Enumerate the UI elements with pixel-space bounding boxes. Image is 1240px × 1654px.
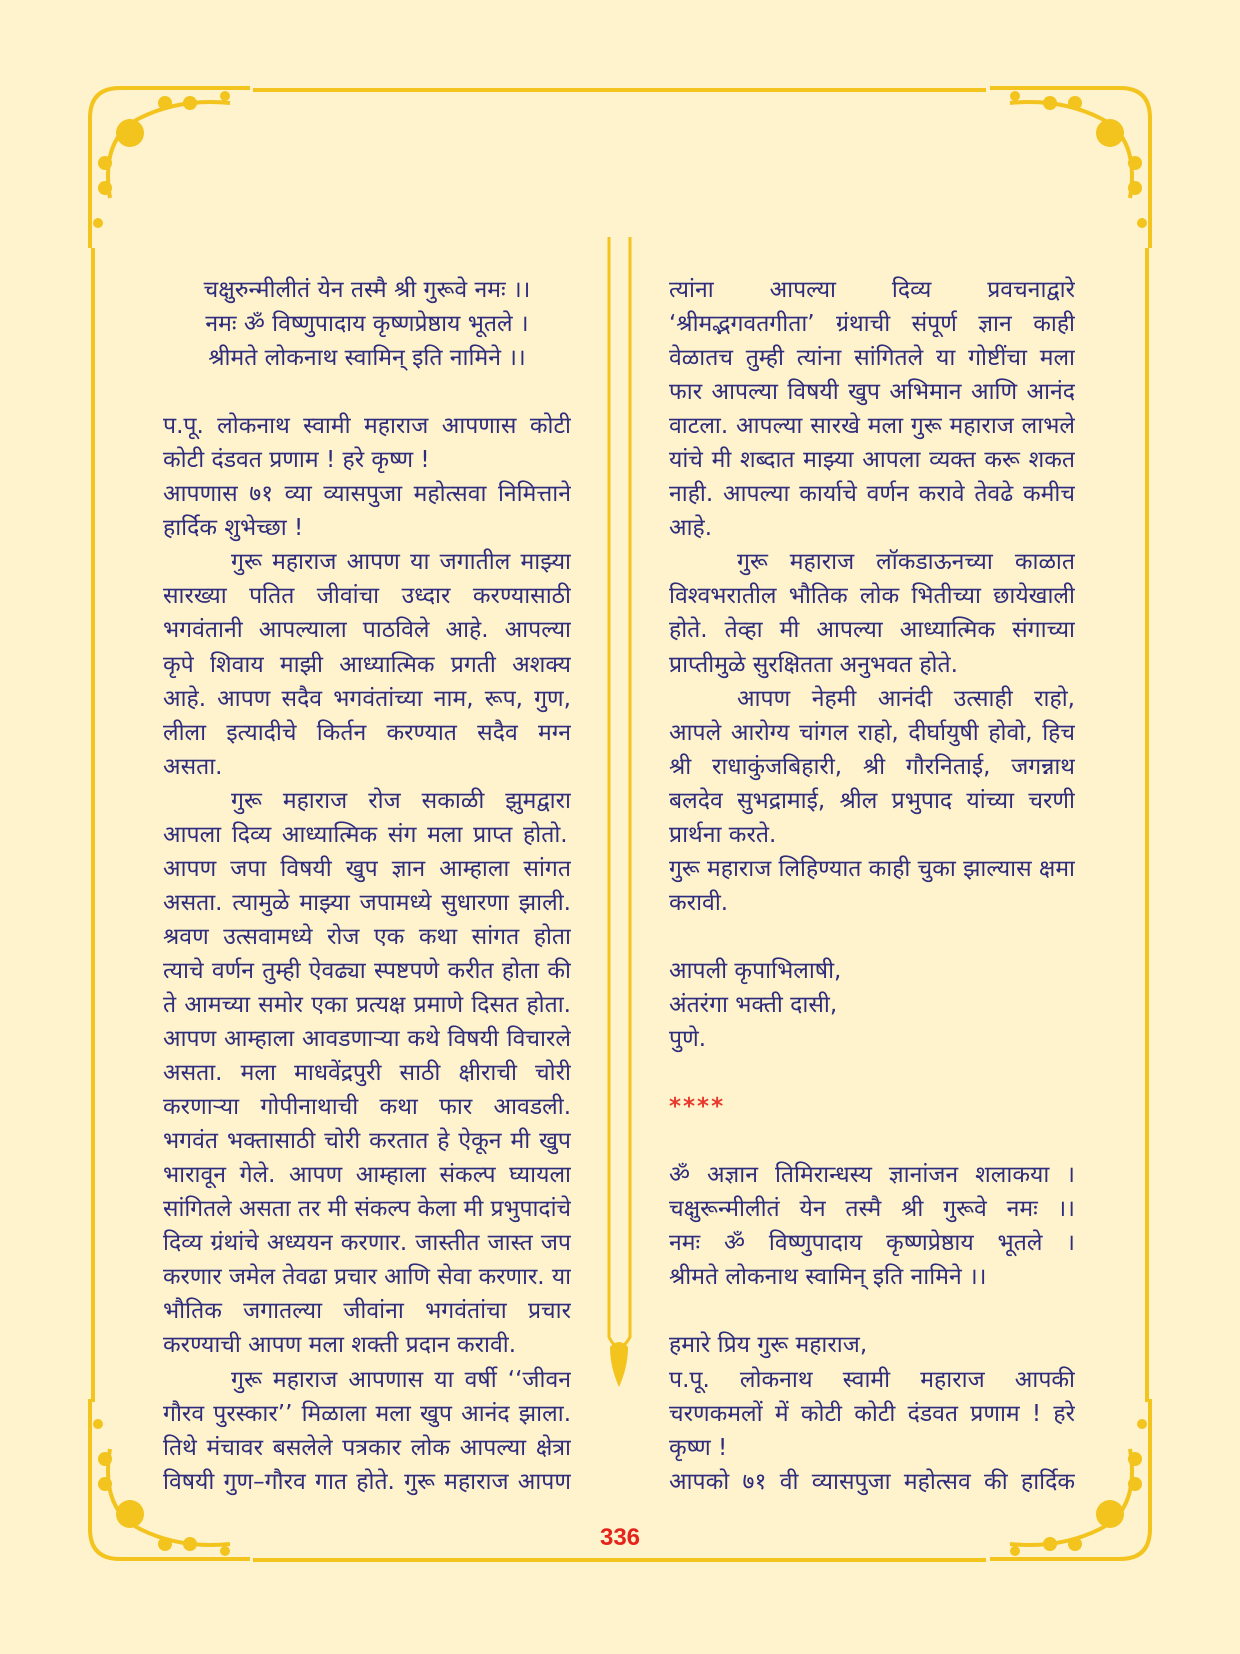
text-line bbox=[669, 477, 1075, 511]
text-line-content: असता. मला माधवेंद्रपुरी साठी क्षीराची चोरी bbox=[163, 1060, 571, 1087]
text-line-content: भौतिक जगातल्या जीवांना भगवंतांचा प्रचार bbox=[163, 1298, 571, 1325]
text-line bbox=[163, 1363, 571, 1397]
text-line-content: गौरव पुरस्कार’’ मिळाला मला खुप आनंद झाला. bbox=[163, 1400, 571, 1427]
text-line bbox=[163, 545, 571, 579]
text-line bbox=[669, 545, 1075, 579]
spacer bbox=[669, 1294, 1075, 1328]
text-line bbox=[163, 818, 571, 852]
border-top bbox=[253, 88, 986, 92]
text-line-content: श्रीमते लोकनाथ स्वामिन् इति नामिने ।। bbox=[208, 345, 526, 372]
text-line-content: लीला इत्यादीचे किर्तन करण्यात सदैव मग्न bbox=[163, 719, 571, 746]
text-line bbox=[669, 511, 1075, 545]
text-line bbox=[669, 988, 1075, 1022]
text-line bbox=[669, 716, 1075, 750]
text-line-content: त्यांना आपल्या दिव्य प्रवचनाद्वारे bbox=[669, 277, 1075, 303]
text-line-content: आपण आम्हाला आवडणाऱ्या कथे विषयी विचारले bbox=[163, 1026, 571, 1053]
text-line-content: प.पू. लोकनाथ स्वामी महाराज आपणास कोटी bbox=[163, 413, 571, 440]
text-line-content: ‘श्रीमद्भगवतगीता’ ग्रंथाची संपूर्ण ज्ञान काही bbox=[669, 311, 1075, 338]
text-line bbox=[163, 511, 571, 545]
text-line-content: पुणे. bbox=[669, 1026, 707, 1053]
text-line-content: हार्दिक शुभेच्छा ! bbox=[163, 515, 304, 542]
text-line-content: आहे. bbox=[669, 515, 713, 542]
text-line bbox=[163, 716, 571, 750]
text-line-content: होते. तेव्हा मी आपल्या आध्यात्मिक संगाच्या bbox=[669, 617, 1075, 644]
text-line bbox=[669, 613, 1075, 647]
text-line-content: कोटी दंडवत प्रणाम ! हरे कृष्ण ! bbox=[163, 447, 430, 474]
text-line-content: विश्वभरातील भौतिक लोक भितीच्या छायेखाली bbox=[669, 583, 1075, 610]
text-line-content: असता. bbox=[163, 753, 223, 780]
text-line-content: कृपे शिवाय माझी आध्यात्मिक प्रगती अशक्य bbox=[163, 651, 571, 678]
text-line-content: असता. त्यामुळे माझ्या जपामध्ये सुधारणा झाली. bbox=[163, 889, 571, 916]
text-line-content: गुरू महाराज रोज सकाळी झुमद्वारा bbox=[231, 787, 571, 814]
paragraph bbox=[163, 1363, 571, 1499]
text-line-content: वेळातच तुम्ही त्यांना सांगितले या गोष्टींचा मला bbox=[669, 345, 1075, 372]
paragraph bbox=[669, 682, 1075, 852]
text-line bbox=[163, 1090, 571, 1124]
text-line-content: प.पू. लोकनाथ स्वामी महाराज आपकी bbox=[669, 1366, 1075, 1393]
text-line-content: गुरू महाराज लिहिण्यात काही चुका झाल्यास क्षमा bbox=[669, 855, 1075, 882]
paragraph bbox=[669, 545, 1075, 681]
text-line bbox=[163, 341, 571, 375]
paragraph bbox=[669, 954, 1075, 1056]
text-line-content: करण्याची आपण मला शक्ती प्रदान करावी. bbox=[163, 1332, 517, 1359]
text-line-content: बलदेव सुभद्रामाई, श्रील प्रभुपाद यांच्या चरणी bbox=[669, 787, 1075, 814]
corner-ornament-top-right bbox=[985, 78, 1160, 253]
text-line bbox=[163, 1226, 571, 1260]
text-line bbox=[669, 886, 1075, 920]
paragraph bbox=[163, 784, 571, 1363]
text-line bbox=[669, 784, 1075, 818]
text-line-content: हमारे प्रिय गुरू महाराज, bbox=[669, 1332, 868, 1359]
text-line-content: सारख्या पतित जीवांचा उध्दार करण्यासाठी bbox=[163, 583, 571, 610]
text-line bbox=[669, 852, 1075, 886]
text-line-content: भगवंत भक्तासाठी चोरी करतात हे ऐकून मी खुप bbox=[163, 1128, 571, 1155]
text-line-content: प्रार्थना करते. bbox=[669, 821, 777, 848]
text-line-content: गुरू महाराज आपणास या वर्षी ‘‘जीवन bbox=[231, 1366, 571, 1393]
text-line-content: आपले आरोग्य चांगल राहो, दीर्घायुषी होवो, हिच bbox=[669, 719, 1075, 746]
text-line bbox=[669, 954, 1075, 988]
text-line bbox=[669, 341, 1075, 375]
text-line bbox=[163, 1022, 571, 1056]
text-line-content: गुरू महाराज आपण या जगातील माझ्या bbox=[231, 549, 571, 576]
text-line-content: करणार जमेल तेवढा प्रचार आणि सेवा करणार. या bbox=[163, 1264, 571, 1291]
text-line bbox=[163, 750, 571, 784]
text-line bbox=[163, 307, 571, 341]
text-line-content: आपण जपा विषयी खुप ज्ञान आम्हाला सांगत bbox=[163, 855, 571, 882]
text-line bbox=[163, 443, 571, 477]
text-line bbox=[163, 1328, 571, 1362]
text-line-content: श्री राधाकुंजबिहारी, श्री गौरनिताई, जगन्नाथ bbox=[669, 753, 1075, 780]
text-line bbox=[163, 579, 571, 613]
text-line bbox=[669, 1328, 1075, 1362]
right-column bbox=[669, 273, 1075, 1499]
verse-block bbox=[163, 273, 571, 375]
paragraph bbox=[669, 1158, 1075, 1294]
text-line bbox=[669, 1465, 1075, 1499]
text-line bbox=[163, 1124, 571, 1158]
text-line bbox=[163, 852, 571, 886]
text-line bbox=[669, 1192, 1075, 1226]
text-line-content: ॐ अज्ञान तिमिरान्धस्य ज्ञानांजन शलाकया । bbox=[669, 1162, 1075, 1189]
text-line-content: आपण नेहमी आनंदी उत्साही राहो, bbox=[737, 685, 1075, 712]
text-line bbox=[669, 750, 1075, 784]
text-line-content: श्रीमते लोकनाथ स्वामिन् इति नामिने ।। bbox=[669, 1264, 987, 1291]
text-line-content: आहे. आपण सदैव भगवंतांच्या नाम, रूप, गुण, bbox=[163, 685, 571, 712]
text-line-content: श्रवण उत्सवामध्ये रोज एक कथा सांगत होता bbox=[163, 923, 571, 950]
spacer bbox=[163, 375, 571, 409]
text-line bbox=[669, 1022, 1075, 1056]
spacer bbox=[669, 1056, 1075, 1090]
text-line bbox=[669, 1090, 1075, 1124]
column-divider bbox=[606, 237, 633, 1387]
text-line bbox=[163, 886, 571, 920]
paragraph bbox=[163, 409, 571, 477]
text-line bbox=[669, 1431, 1075, 1465]
text-line bbox=[163, 682, 571, 716]
text-line-content: आपला दिव्य आध्यात्मिक संग मला प्राप्त होतो. bbox=[163, 821, 568, 848]
text-line-content: नमः ॐ विष्णुपादाय कृष्णप्रेष्ठाय भूतले । bbox=[669, 1230, 1075, 1257]
text-line-content: आपको ७१ वी व्यासपुजा महोत्सव की हार्दिक bbox=[669, 1468, 1075, 1495]
text-line bbox=[163, 273, 571, 307]
text-line bbox=[669, 818, 1075, 852]
paragraph bbox=[669, 1363, 1075, 1465]
separator-stars bbox=[669, 1090, 1075, 1124]
text-line bbox=[163, 988, 571, 1022]
text-line bbox=[669, 443, 1075, 477]
text-line-content: आपली कृपाभिलाषी, bbox=[669, 957, 842, 984]
text-line bbox=[163, 1397, 571, 1431]
text-line-content: चक्षुरून्मीलीतं येन तस्मै श्री गुरूवे नमः ।। bbox=[669, 1196, 1075, 1223]
paragraph bbox=[163, 545, 571, 783]
text-line bbox=[163, 477, 571, 511]
text-line bbox=[163, 954, 571, 988]
paragraph bbox=[669, 273, 1075, 545]
text-line-content: नाही. आपल्या कार्याचे वर्णन करावे तेवढे कमीच bbox=[669, 481, 1075, 508]
border-left bbox=[91, 248, 95, 1402]
corner-ornament-top-left bbox=[80, 78, 255, 253]
text-line-content: तिथे मंचावर बसलेले पत्रकार लोक आपल्या क्षेत्रा bbox=[163, 1434, 571, 1461]
text-line-content: ते आमच्या समोर एका प्रत्यक्ष प्रमाणे दिसत होता. bbox=[163, 991, 571, 1018]
text-line bbox=[669, 1158, 1075, 1192]
paragraph bbox=[669, 852, 1075, 920]
text-line bbox=[669, 1260, 1075, 1294]
paragraph bbox=[669, 1328, 1075, 1362]
text-line-content: **** bbox=[669, 1094, 726, 1121]
text-line-content: त्याचे वर्णन तुम्ही ऐवढ्या स्पष्टपणे करीत होता की bbox=[163, 957, 571, 984]
text-line-content: भारावून गेले. आपण आम्हाला संकल्प घ्यायला bbox=[163, 1162, 571, 1189]
text-line bbox=[669, 1226, 1075, 1260]
text-line bbox=[669, 682, 1075, 716]
text-line-content: नमः ॐ विष्णुपादाय कृष्णप्रेष्ठाय भूतले । bbox=[205, 311, 529, 338]
text-line bbox=[669, 273, 1075, 307]
text-line bbox=[163, 784, 571, 818]
text-line-content: प्राप्तीमुळे सुरक्षितता अनुभवत होते. bbox=[669, 651, 958, 678]
text-line bbox=[669, 375, 1075, 409]
text-line bbox=[163, 1465, 571, 1499]
text-line-content: चरणकमलों में कोटी कोटी दंडवत प्रणाम ! हरे bbox=[669, 1400, 1075, 1427]
border-bottom bbox=[253, 1558, 986, 1562]
spacer bbox=[669, 920, 1075, 954]
text-line bbox=[669, 307, 1075, 341]
text-line bbox=[163, 1260, 571, 1294]
text-line bbox=[163, 648, 571, 682]
text-line bbox=[163, 920, 571, 954]
text-line bbox=[163, 1056, 571, 1090]
text-line bbox=[163, 1294, 571, 1328]
text-line bbox=[163, 613, 571, 647]
text-line bbox=[669, 579, 1075, 613]
text-line bbox=[669, 1363, 1075, 1397]
text-line bbox=[163, 409, 571, 443]
page-number: 336 bbox=[599, 1524, 641, 1551]
spacer bbox=[669, 1124, 1075, 1158]
paragraph bbox=[163, 477, 571, 545]
text-line-content: चक्षुरुन्मीलीतं येन तस्मै श्री गुरूवे नमः ।। bbox=[203, 277, 531, 303]
text-line bbox=[669, 1397, 1075, 1431]
text-line bbox=[163, 1192, 571, 1226]
text-line-content: करावी. bbox=[669, 889, 729, 916]
text-line-content: फार आपल्या विषयी खुप अभिमान आणि आनंद bbox=[669, 379, 1075, 406]
text-line-content: भगवंतानी आपल्याला पाठविले आहे. आपल्या bbox=[163, 617, 571, 644]
text-line-content: दिव्य ग्रंथांचे अध्ययन करणार. जास्तीत जास्त जप bbox=[163, 1230, 571, 1257]
text-line bbox=[163, 1431, 571, 1465]
text-line-content: गुरू महाराज लॉकडाऊनच्या काळात bbox=[737, 549, 1075, 576]
text-line-content: सांगितले असता तर मी संकल्प केला मी प्रभुपादांचे bbox=[163, 1196, 571, 1223]
text-line-content: विषयी गुण–गौरव गात होते. गुरू महाराज आपण bbox=[163, 1468, 571, 1495]
text-line-content: वाटला. आपल्या सारखे मला गुरू महाराज लाभले bbox=[669, 413, 1075, 440]
text-line-content: करणाऱ्या गोपीनाथाची कथा फार आवडली. bbox=[163, 1094, 571, 1121]
text-line-content: यांचे मी शब्दात माझ्या आपला व्यक्त करू शकत bbox=[669, 447, 1075, 474]
left-column bbox=[163, 273, 571, 1499]
text-line-content: कृष्ण ! bbox=[669, 1434, 728, 1461]
text-line bbox=[669, 648, 1075, 682]
border-right bbox=[1145, 248, 1149, 1402]
text-line bbox=[669, 409, 1075, 443]
text-line bbox=[163, 1158, 571, 1192]
text-line-content: अंतरंगा भक्ती दासी, bbox=[669, 991, 838, 1018]
text-line-content: आपणास ७१ व्या व्यासपुजा महोत्सवा निमित्ताने bbox=[163, 481, 571, 508]
paragraph bbox=[669, 1465, 1075, 1499]
